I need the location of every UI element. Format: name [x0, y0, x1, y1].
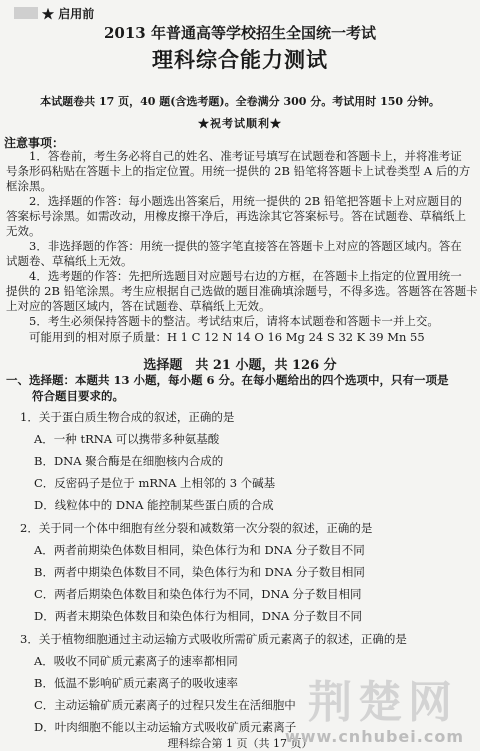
q2-option-b: B．两者中期染色体数目不同，染色体行为和 DNA 分子数目相同	[34, 565, 365, 579]
question-1-stem: 1．关于蛋白质生物合成的叙述，正确的是	[20, 410, 235, 424]
part-instructions: 一、选择题：本题共 13 小题，每小题 6 分。在每小题给出的四个选项中，只有一项是	[6, 373, 449, 387]
note-line: 4．选考题的作答：先把所选题目对应题号右边的方框，在答题卡上指定的位置用统一	[29, 269, 462, 283]
note-line: 答案标号涂黑。如需改动，用橡皮擦干净后，再选涂其它答案标号。答在试题卷、草稿纸上	[6, 209, 466, 223]
confidential-label: ★ 启用前	[42, 7, 95, 21]
watermark-url: www.cnhubei.com	[284, 727, 464, 746]
q3-option-a: A．吸收不同矿质元素离子的速率都相同	[34, 654, 238, 668]
note-line: 号条形码粘贴在答题卡上的指定位置。用统一提供的 2B 铅笔将答题卡上试卷类型 A 后的方	[6, 164, 471, 178]
q1-option-d: D．线粒体中的 DNA 能控制某些蛋白质的合成	[34, 498, 274, 512]
section-title: 选择题 共 21 小题，共 126 分	[143, 358, 337, 373]
question-2-stem: 2．关于同一个体中细胞有丝分裂和减数第一次分裂的叙述，正确的是	[20, 521, 373, 535]
notes-heading: 注意事项：	[4, 136, 65, 150]
watermark-logo: 荆楚网	[308, 677, 458, 728]
q3-option-b: B．低温不影响矿质元素离子的吸收速率	[34, 676, 238, 690]
exam-info: 本试题卷共 17 页，40 题(含选考题)。全卷满分 300 分。考试用时 150 分钟。	[40, 95, 440, 108]
note-line: 框涂黑。	[6, 179, 52, 193]
note-line: 试题卷、草稿纸上无效。	[6, 254, 133, 268]
note-line: 5．考生必须保持答题卡的整洁。考试结束后，请将本试题卷和答题卡一并上交。	[29, 314, 439, 328]
question-3-stem: 3．关于植物细胞通过主动运输方式吸收所需矿质元素离子的叙述，正确的是	[20, 632, 407, 646]
atomic-masses: 可能用到的相对原子质量：H 1 C 12 N 14 O 16 Mg 24 S 32 K 39 Mn 55	[29, 330, 425, 344]
page-footer: 理科综合第 1 页（共 17 页）	[167, 737, 313, 750]
star-icon: ★	[42, 7, 55, 21]
q1-option-a: A．一种 tRNA 可以携带多种氨基酸	[34, 432, 220, 446]
exam-title: 2013 年普通高等学校招生全国统一考试	[104, 24, 376, 42]
note-line: 无效。	[6, 224, 41, 238]
exam-subject: 理科综合能力测试	[152, 47, 328, 72]
note-line: 2．选择题的作答：每小题选出答案后，用统一提供的 2B 铅笔把答题卡上对应题目的	[29, 194, 462, 208]
part-instructions-cont: 符合题目要求的。	[32, 389, 124, 403]
q3-option-d: D．叶肉细胞不能以主动运输方式吸收矿质元素离子	[34, 720, 297, 734]
note-line: 1．答卷前，考生务必将自己的姓名、准考证号填写在试题卷和答题卡上，并将准考证	[29, 149, 462, 163]
note-line: 上对应的答题区域内，答在试题卷、草稿纸上无效。	[6, 299, 271, 313]
q1-option-b: B．DNA 聚合酶是在细胞核内合成的	[34, 454, 224, 468]
q2-option-c: C．两者后期染色体数目和染色体行为不同，DNA 分子数目相同	[34, 587, 362, 601]
q2-option-a: A．两者前期染色体数目相同，染色体行为和 DNA 分子数目不同	[34, 543, 365, 557]
note-line: 3．非选择题的作答：用统一提供的签字笔直接答在答题卡上对应的答题区域内。答在	[29, 239, 462, 253]
note-line: 提供的 2B 铅笔涂黑。考生应根据自己选做的题目准确填涂题号，不得多选。答题答在答题卡	[6, 284, 478, 298]
redacted-box	[14, 7, 38, 19]
q1-option-c: C．反密码子是位于 mRNA 上相邻的 3 个碱基	[34, 476, 276, 490]
good-luck-banner: ★祝考试顺利★	[198, 117, 282, 130]
q2-option-d: D．两者末期染色体数目和染色体行为相同，DNA 分子数目不同	[34, 609, 362, 623]
q3-option-c: C．主动运输矿质元素离子的过程只发生在活细胞中	[34, 698, 296, 712]
